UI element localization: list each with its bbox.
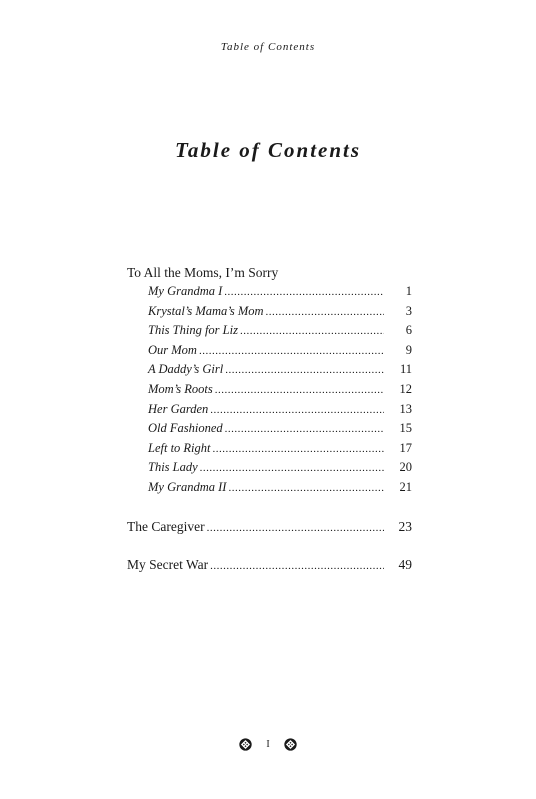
toc-entry-title: My Grandma II bbox=[148, 479, 227, 494]
dot-leader bbox=[225, 420, 384, 440]
page-number: I bbox=[266, 739, 270, 750]
toc-section-caregiver[interactable] bbox=[127, 517, 412, 537]
toc-entry-title: The Caregiver bbox=[127, 518, 205, 534]
toc-entry-title: This Thing for Liz bbox=[148, 323, 238, 338]
toc-section-secret-war[interactable] bbox=[127, 555, 412, 575]
dot-leader bbox=[210, 557, 384, 577]
cross-diamond-ornament-icon bbox=[284, 738, 297, 751]
dot-leader bbox=[266, 303, 384, 323]
toc-entry-title: This Lady bbox=[148, 460, 198, 475]
section-heading: To All the Moms, I’m Sorry bbox=[127, 265, 279, 280]
toc-entry-title: Left to Right bbox=[148, 440, 211, 455]
toc-entry-title: My Secret War bbox=[127, 557, 209, 573]
toc-entry-page: 21 bbox=[399, 479, 412, 494]
toc-entry[interactable] bbox=[127, 400, 412, 420]
dot-leader bbox=[225, 361, 384, 381]
toc-entry-page: 23 bbox=[398, 518, 412, 534]
toc-entry[interactable] bbox=[127, 380, 412, 400]
toc-entry-page: 15 bbox=[399, 421, 412, 436]
page-title: Table of Contents bbox=[174, 138, 362, 162]
cross-diamond-ornament-icon bbox=[239, 738, 252, 751]
dot-leader bbox=[213, 440, 385, 460]
toc-entry-page: 6 bbox=[405, 323, 412, 338]
toc-entry-title: Krystal’s Mama’s Mom bbox=[148, 303, 264, 318]
toc-entry-page: 20 bbox=[399, 460, 412, 475]
dot-leader bbox=[215, 381, 384, 401]
toc-entry-title: Old Fashioned bbox=[148, 421, 223, 436]
toc-entry-page: 17 bbox=[399, 440, 412, 455]
toc-entry[interactable] bbox=[127, 282, 412, 302]
toc-entry-page: 9 bbox=[405, 342, 412, 357]
running-head: Table of Contents bbox=[220, 41, 316, 53]
toc-entry-title: A Daddy’s Girl bbox=[148, 362, 224, 377]
dot-leader bbox=[210, 401, 384, 421]
toc-entry[interactable] bbox=[127, 321, 412, 341]
page-folio bbox=[0, 738, 536, 751]
toc-entry-page: 1 bbox=[405, 284, 412, 298]
toc-entry[interactable] bbox=[127, 360, 412, 380]
toc-entry[interactable] bbox=[127, 478, 412, 498]
toc-entry-page: 13 bbox=[399, 401, 412, 416]
section-entries bbox=[127, 282, 412, 498]
dot-leader bbox=[200, 459, 384, 479]
toc-entry[interactable] bbox=[127, 458, 412, 478]
toc-entry-title: Her Garden bbox=[148, 401, 209, 416]
dot-leader bbox=[240, 322, 384, 342]
dot-leader bbox=[228, 479, 384, 499]
dot-leader bbox=[207, 519, 384, 539]
dot-leader bbox=[199, 342, 384, 362]
dot-leader bbox=[224, 283, 384, 303]
toc-entry[interactable] bbox=[127, 302, 412, 322]
toc-entry-title: My Grandma I bbox=[148, 284, 223, 298]
toc-entry-title: Our Mom bbox=[148, 342, 197, 357]
toc-entry[interactable] bbox=[127, 419, 412, 439]
toc-entry-title: Mom’s Roots bbox=[148, 381, 213, 396]
toc-entry-page: 12 bbox=[399, 381, 412, 396]
toc-entry[interactable] bbox=[127, 439, 412, 459]
toc-entry-page: 3 bbox=[405, 303, 412, 318]
toc-entry[interactable] bbox=[127, 341, 412, 361]
toc-entry-page: 49 bbox=[398, 557, 412, 573]
toc-entry-page: 11 bbox=[399, 362, 412, 377]
table-of-contents bbox=[127, 263, 412, 575]
